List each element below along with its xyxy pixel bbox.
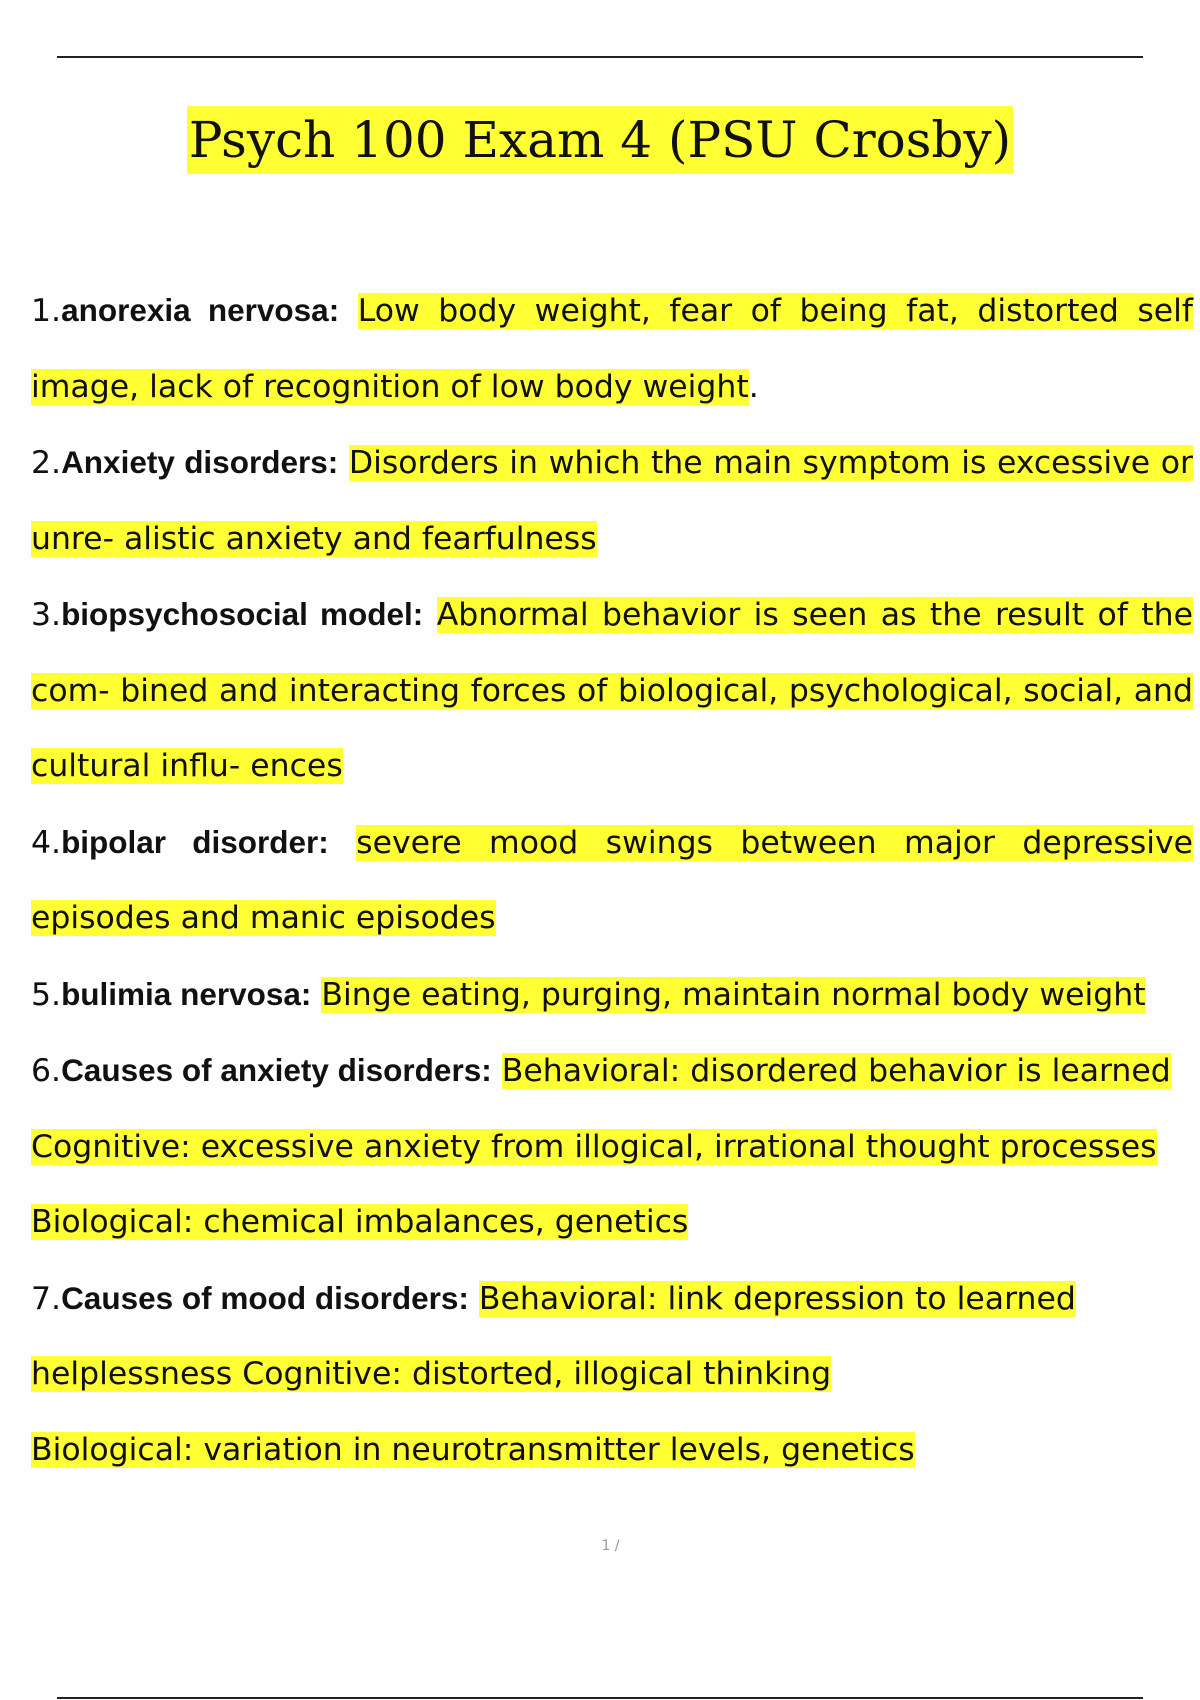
item-number: 1.	[31, 293, 62, 329]
item-extra-text: Biological: variation in neurotransmitter levels, genetics	[31, 1431, 915, 1468]
top-rule	[57, 56, 1143, 58]
list-item-anxiety-disorders	[31, 425, 1193, 577]
item-number: 7.	[31, 1280, 62, 1317]
list-item-anorexia-nervosa	[31, 273, 1193, 425]
list-item-causes-of-anxiety-disorders	[31, 1033, 1193, 1185]
item-definition: Binge eating, purging, maintain normal body weight	[321, 976, 1146, 1013]
page-number: 1 /	[601, 1538, 620, 1554]
item-term: bipolar disorder:	[61, 823, 329, 860]
item-definition: Abnormal behavior is seen as the result of the com- bined and interacting forces of biological, psychological, social, and cultural influ- ences	[31, 597, 1193, 784]
list-item-bipolar-disorder	[31, 805, 1193, 957]
item-term: Causes of mood disorders:	[61, 1279, 469, 1316]
item-definition: Behavioral: link depression to learned helplessness Cognitive: distorted, illogical thinking	[31, 1280, 1076, 1392]
document-title: Psych 100 Exam 4 (PSU Crosby)	[187, 106, 1013, 174]
item-number: 4.	[31, 824, 62, 861]
item-extra-line	[31, 1413, 1193, 1489]
item-trailing-punctuation: .	[748, 368, 759, 405]
item-number: 6.	[31, 1053, 62, 1089]
item-term: Anxiety disorders:	[61, 444, 339, 480]
item-number: 2.	[31, 445, 62, 481]
bottom-rule	[57, 1697, 1143, 1699]
item-definition: Disorders in which the main symptom is excessive or unre- alistic anxiety and fearfulness	[31, 445, 1193, 557]
item-definition: Behavioral: disordered behavior is learned Cognitive: excessive anxiety from illogical, irrational thought processes	[31, 1053, 1171, 1165]
flashcard-list	[31, 273, 1193, 1488]
item-number: 5.	[31, 976, 62, 1013]
item-extra-line	[31, 1185, 1193, 1261]
item-term: bulimia nervosa:	[61, 975, 312, 1012]
list-item-biopsychosocial-model	[31, 577, 1193, 805]
item-term: anorexia nervosa:	[61, 292, 340, 328]
item-term: Causes of anxiety disorders:	[61, 1052, 492, 1088]
title-container	[0, 106, 1200, 174]
item-number: 3.	[31, 597, 62, 633]
list-item-bulimia-nervosa	[31, 957, 1193, 1034]
list-item-causes-of-mood-disorders	[31, 1261, 1193, 1413]
item-definition: severe mood swings between major depressive episodes and manic episodes	[31, 824, 1193, 936]
item-extra-text: Biological: chemical imbalances, genetics	[31, 1204, 689, 1240]
item-term: biopsychosocial model:	[61, 596, 424, 632]
item-definition: Low body weight, fear of being fat, distorted self image, lack of recognition of low body weight	[31, 293, 1193, 405]
